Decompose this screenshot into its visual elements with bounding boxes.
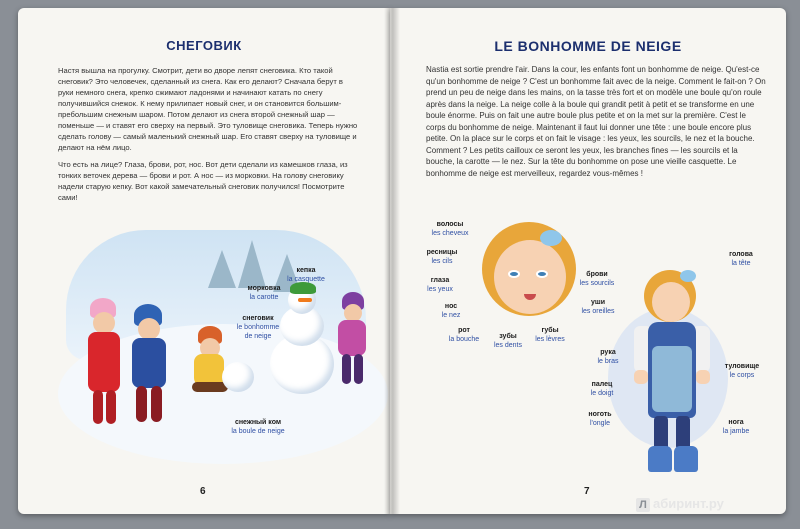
label-cap-fr: la casquette: [287, 276, 325, 283]
kid-face: [93, 312, 115, 334]
kid-leg: [151, 386, 162, 422]
kid-leg: [342, 354, 351, 384]
label-snowman-ru: снеговик: [242, 315, 274, 322]
kid-blue-coat: [132, 338, 166, 388]
label-snowman-fr: le bonhomme: [236, 324, 280, 331]
label-brows-ru: брови: [586, 271, 608, 278]
carrot-nose-icon: [298, 298, 312, 302]
label-lips: [526, 326, 574, 344]
boot-icon: [674, 446, 698, 472]
book-gutter: [384, 8, 400, 514]
label-finger-ru: палец: [591, 381, 613, 388]
label-arm-ru: рука: [600, 349, 616, 356]
label-snowman: [230, 314, 286, 341]
label-eyes-ru: глаза: [430, 277, 450, 284]
label-hair: [426, 220, 474, 238]
label-carrot-ru: морковка: [247, 285, 281, 292]
label-teeth: [486, 332, 530, 350]
label-cap: [276, 266, 336, 284]
tree-icon: [238, 240, 266, 288]
rolled-snowball: [222, 362, 254, 392]
apron: [652, 346, 692, 412]
label-snowball-fr: la boule de neige: [231, 428, 285, 435]
label-snowball-ru: снежный ком: [234, 419, 282, 426]
label-finger-fr: le doigt: [590, 390, 614, 397]
label-ears-ru: уши: [590, 299, 606, 306]
label-snowman-fr: de neige: [244, 333, 272, 340]
kid-purple-coat: [338, 320, 366, 356]
eye-icon: [536, 270, 548, 278]
right-page-text: Nastia est sortie prendre l'air. Dans la cour, les enfants font un bonhomme de neige. Qu'est-ce qu'un bonhomme de neige ? C'est un bonhomme fait avec de la neige. Comment le fait-on ? On prend un peu de neige dans les mains, on la tasse très fort et on modèle une boule qu'on roule après dans la neige. La neige colle à la boule qui grandit petit à petit et se transforme en une boule énorme. Puis on fait une autre boule plus petite et on la met sur la première. C'est le corps du bonhomme de neige. Maintenant il faut lui donner une tête : une boule encore plus petite. On la place sur le corps et on fait le visage : les yeux, les sourcils, le nez et la bouche. Comment ? Les petits cailloux ce seront les yeux, les branches fines — les sourcils et la bouche, la carotte — le nez. Sur la tête du bonhomme on pose une vieille casquette. Le bonhomme de neige est merveilleux, regardez vous-mêmes !: [426, 65, 766, 178]
label-mouth: [442, 326, 486, 344]
label-head-ru: голова: [729, 251, 753, 258]
label-carrot-fr: la carotte: [249, 294, 279, 301]
eye-icon: [508, 270, 520, 278]
snowman-illustration: [58, 226, 370, 466]
label-ears-fr: les oreilles: [581, 308, 615, 315]
label-mouth-ru: рот: [458, 327, 470, 334]
label-lashes: [420, 248, 464, 266]
kid-leg: [354, 354, 363, 384]
page-number-left: 6: [200, 486, 206, 497]
label-eyes: [418, 276, 462, 294]
hand-icon: [634, 370, 648, 384]
label-mouth-fr: la bouche: [448, 336, 480, 343]
hair-bow-icon: [680, 270, 696, 282]
label-cap-ru: кепка: [296, 267, 316, 274]
label-nail-ru: ноготь: [588, 411, 612, 418]
label-carrot: [238, 284, 290, 302]
left-paragraph-2: Что есть на лице? Глаза, брови, рот, нос. Вот дети сделали из камешков глаза, из тонких веточек дерева — брови и рот. А нос — из морковки. На голову снеговику надели старую кепку. Вот какой замечательный снеговик получился! Посмотрите сами!: [58, 160, 348, 202]
label-teeth-fr: les dents: [493, 342, 523, 349]
kid-leg: [106, 390, 116, 424]
label-nose: [434, 302, 468, 320]
label-torso: [714, 362, 770, 380]
label-eyes-fr: les yeux: [427, 286, 453, 293]
kid-red-coat: [88, 332, 120, 392]
label-snowball: [218, 418, 298, 436]
kid-leg: [93, 390, 103, 424]
watermark-logo-icon: Л: [636, 498, 650, 512]
left-page: [18, 8, 390, 514]
watermark: [636, 496, 724, 512]
label-lips-ru: губы: [541, 327, 559, 334]
label-teeth-ru: зубы: [499, 333, 517, 340]
leg: [676, 416, 690, 450]
label-lips-fr: les lèvres: [535, 336, 565, 343]
label-lashes-fr: les cils: [431, 258, 453, 265]
left-page-text: [58, 65, 358, 209]
label-hair-fr: les cheveux: [431, 230, 469, 237]
label-head-fr: la tête: [731, 260, 751, 267]
label-nail: [578, 410, 622, 428]
right-page-title: LE BONHOMME DE NEIGE: [494, 38, 682, 54]
label-finger: [580, 380, 624, 398]
label-brows: [568, 270, 626, 288]
label-nose-fr: le nez: [441, 312, 461, 319]
label-leg: [712, 418, 760, 436]
label-hair-ru: волосы: [436, 221, 464, 228]
leg: [654, 416, 668, 450]
page-number-right: 7: [584, 486, 590, 497]
watermark-text: абиринт.ру: [653, 496, 724, 511]
hair-bow-icon: [540, 230, 562, 246]
label-ears: [572, 298, 624, 316]
tree-icon: [208, 250, 236, 288]
right-page: [390, 8, 786, 514]
left-paragraph-1: Настя вышла на прогулку. Смотрит, дети во дворе лепят снеговика. Кто такой снеговик? Это человечек, сделанный из снега. Как его делают? Сначала берут в руки немного снега, крепко сжимают ладонями и начинают катать по снегу получившийся снежок. К нему прилипает новый снег, и он становится большим-пребольшим снежным шаром. Потом делают из снега второй снежный шар — поменьше — и ставят его сверху на первый. Это туловище снеговика. Теперь нужно сделать голову — самый маленький снежный шар. Его ставят сверху на туловище и делают на нём лицо.: [58, 66, 358, 152]
face: [494, 240, 566, 314]
kid-leg: [136, 386, 147, 422]
hand-icon: [696, 370, 710, 384]
left-page-title: СНЕГОВИК: [166, 38, 242, 53]
label-leg-fr: la jambe: [722, 428, 750, 435]
label-torso-ru: туловище: [724, 363, 760, 370]
label-lashes-ru: ресницы: [426, 249, 458, 256]
book-spread: [18, 8, 786, 514]
face: [652, 282, 690, 322]
label-arm-fr: le bras: [597, 358, 619, 365]
label-nail-fr: l'ongle: [589, 420, 611, 427]
label-brows-fr: les sourcils: [579, 280, 615, 287]
label-arm: [588, 348, 628, 366]
kid-face: [138, 318, 160, 340]
label-nose-ru: нос: [444, 303, 458, 310]
label-torso-fr: le corps: [729, 372, 755, 379]
label-head: [718, 250, 764, 268]
label-leg-ru: нога: [728, 419, 744, 426]
boot-icon: [648, 446, 672, 472]
